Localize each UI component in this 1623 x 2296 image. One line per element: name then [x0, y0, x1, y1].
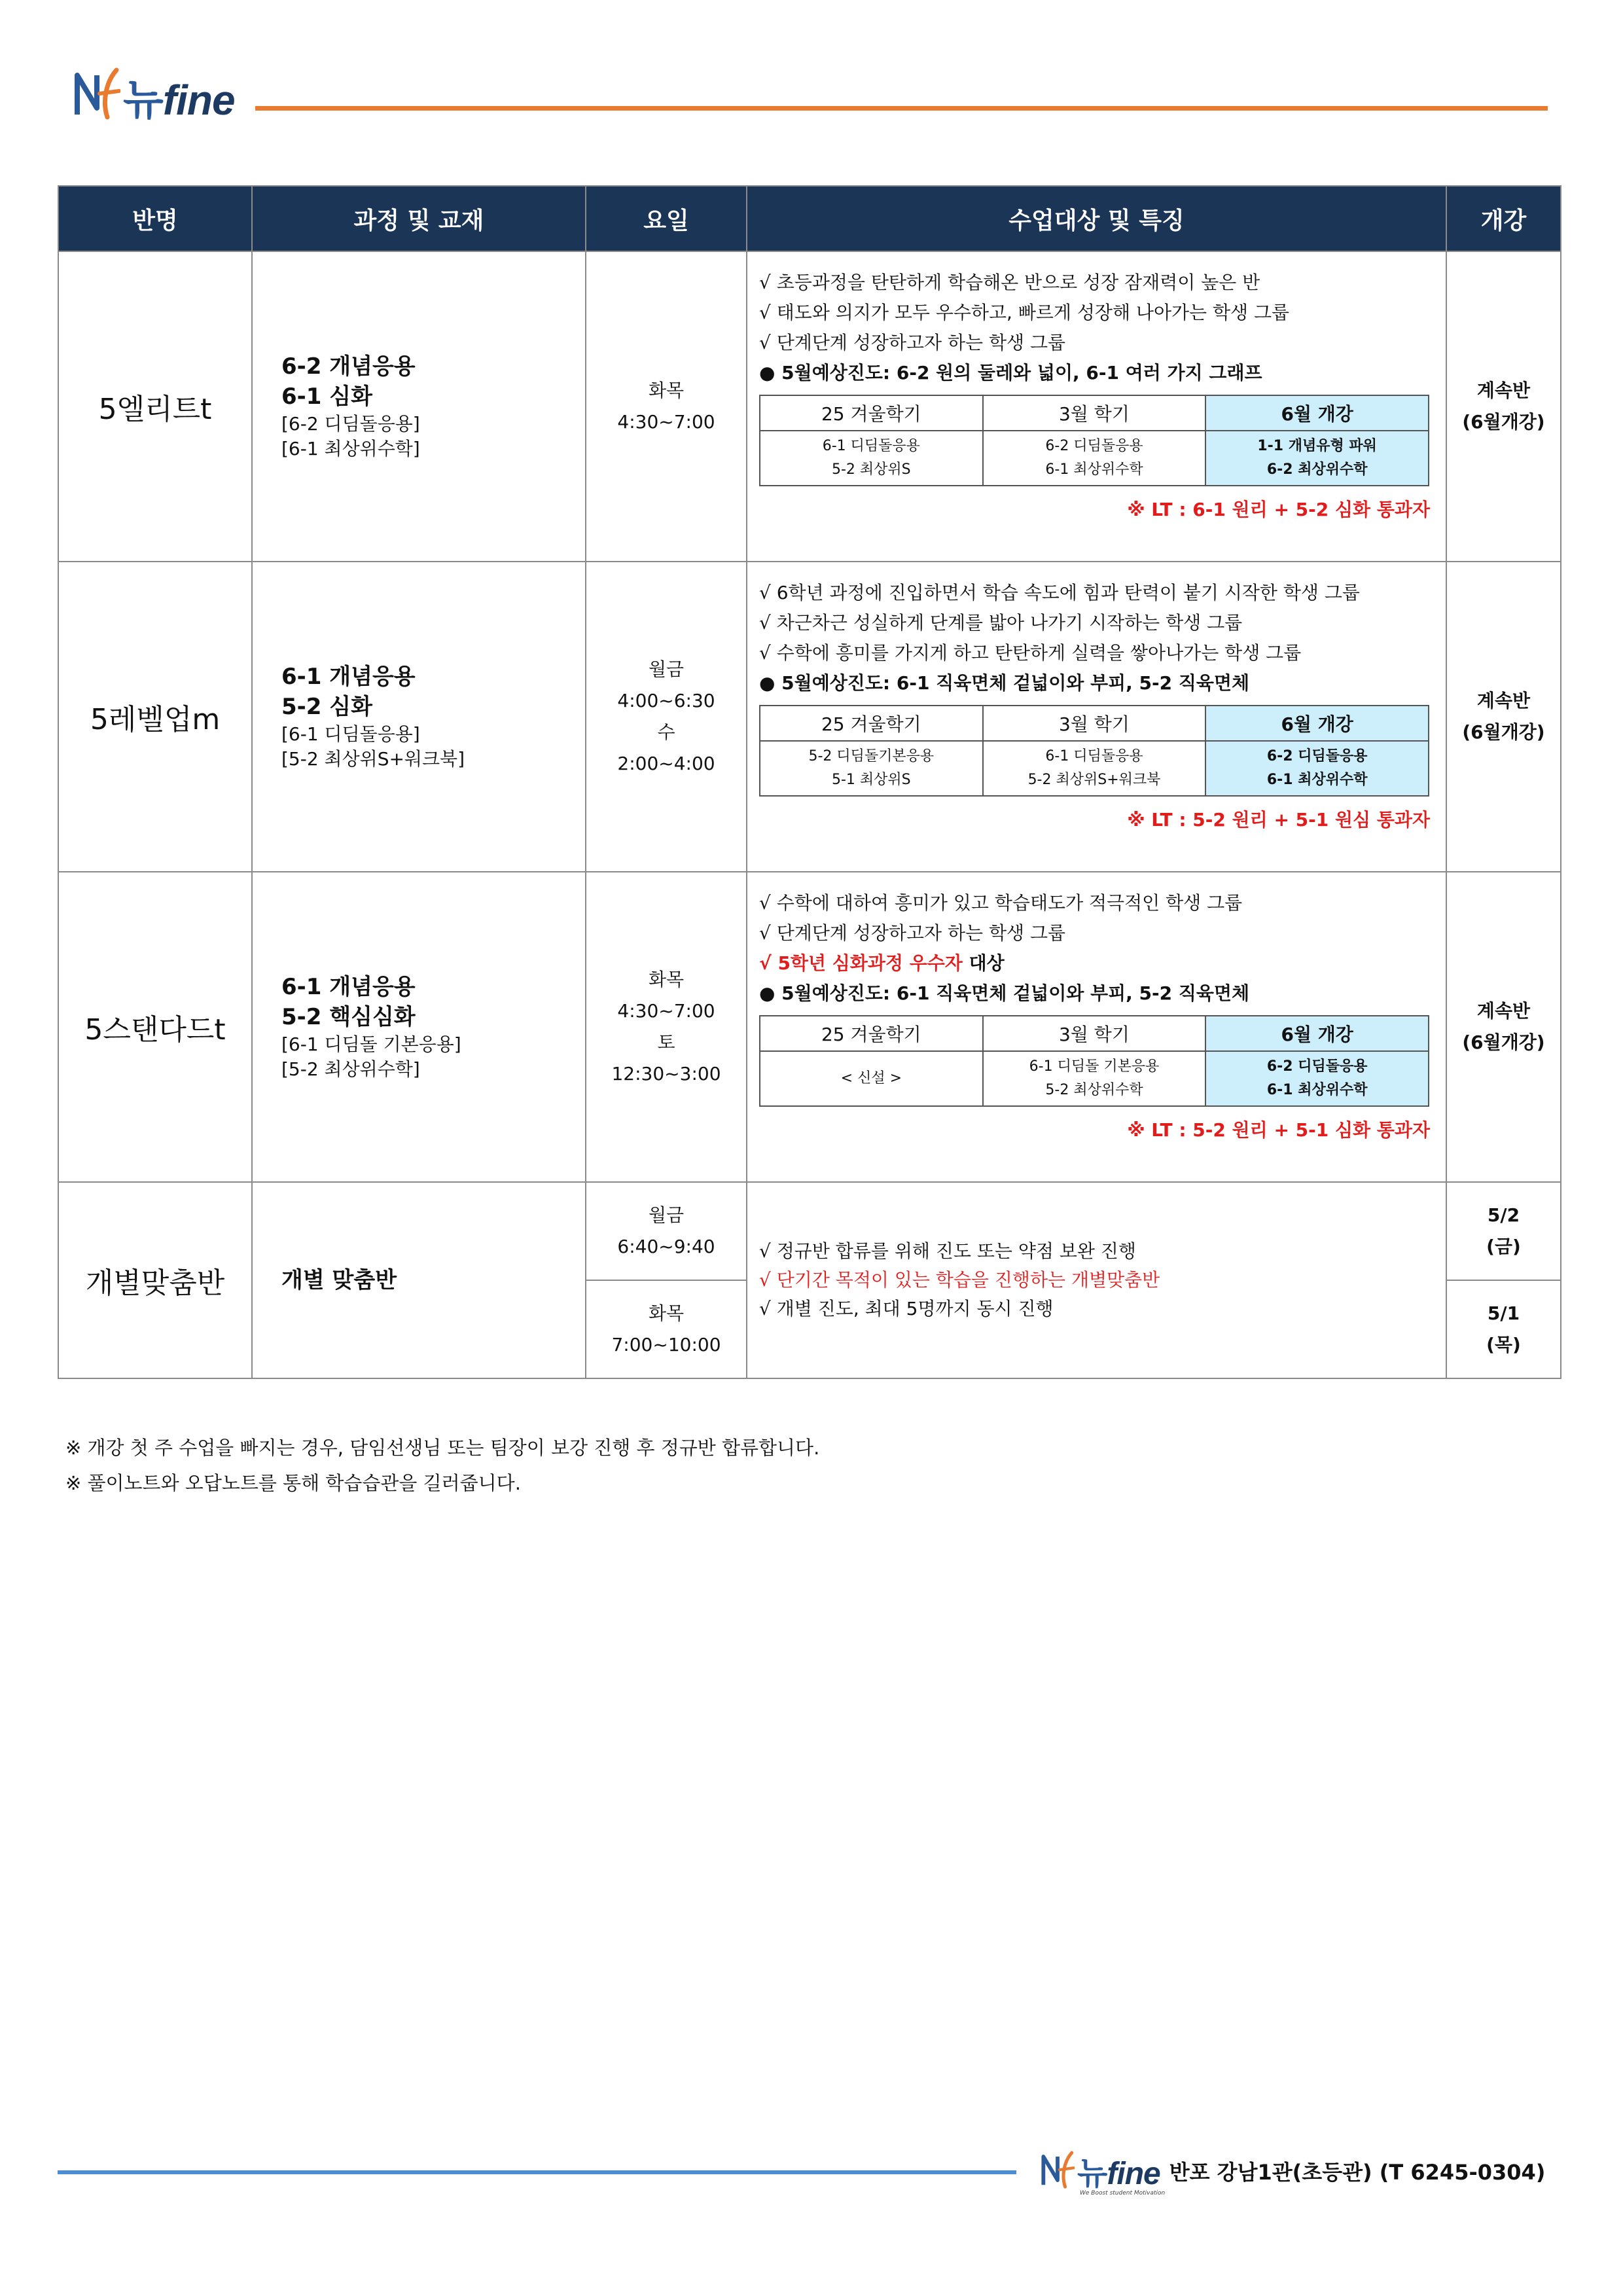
textbook: [6-1 디딤돌응용]	[281, 723, 420, 745]
days-cell	[586, 1280, 747, 1378]
progress-item: ● 5월예상진도: 6-1 직육면체 겉넓이와 부피, 5-2 직육면체	[759, 982, 1250, 1004]
feature-item: √ 태도와 의지가 모두 우수하고, 빠르게 성장해 나아가는 학생 그룹	[759, 302, 1290, 323]
day-label: 화목	[648, 969, 685, 990]
progress-item: ● 5월예상진도: 6-1 직육면체 겉넓이와 부피, 5-2 직육면체	[759, 672, 1250, 694]
class-name: 개별맞춤반	[58, 1182, 252, 1378]
note-item: ※ 개강 첫 주 수업을 빠지는 경우, 담임선생님 또는 팀장이 보강 진행 후 정규반 합류합니다.	[65, 1437, 820, 1459]
feature-item: √ 개별 진도, 최대 5명까지 동시 진행	[759, 1298, 1054, 1319]
book: 6-1 디딤돌응용	[822, 438, 920, 454]
open-weekday: (목)	[1486, 1334, 1521, 1355]
book: 6-1 최상위수학	[1266, 772, 1368, 788]
semester-table	[759, 705, 1429, 797]
open-cell	[1446, 251, 1561, 562]
open-weekday: (금)	[1486, 1236, 1521, 1257]
textbook: [5-2 최상위S+워크북]	[281, 748, 465, 770]
course-title: 개별 맞춤반	[281, 1267, 397, 1293]
semester-cell-highlight	[1205, 741, 1429, 796]
header-logo	[73, 62, 235, 124]
semester-head: 3월 학기	[983, 395, 1206, 431]
level-test-note: ※ LT : 5-2 원리 + 5-1 심화 통과자	[1127, 1119, 1430, 1141]
open-cell	[1446, 1280, 1561, 1378]
book: 1-1 개념유형 파워	[1257, 438, 1377, 454]
footer-tagline: We Boost student Motivation	[1080, 2190, 1166, 2197]
book: 6-2 디딤돌응용	[1266, 748, 1368, 764]
time-label: 2:00~4:00	[617, 753, 715, 774]
course-cell	[252, 872, 586, 1182]
features-cell	[747, 872, 1446, 1182]
book: 6-1 디딤돌응용	[1045, 748, 1143, 764]
feature-item: √ 차근차근 성실하게 단계를 밟아 나가기 시작하는 학생 그룹	[759, 612, 1243, 634]
textbook: [6-1 디딤돌 기본응용]	[281, 1033, 461, 1055]
logo-text-kr: 뉴	[1077, 2157, 1107, 2191]
textbook: [6-2 디딤돌응용]	[281, 413, 420, 435]
class-name: 5엘리트t	[58, 251, 252, 562]
table-row	[58, 251, 1561, 562]
semester-cell	[760, 741, 983, 796]
book: 5-2 최상위수학	[1045, 1082, 1143, 1098]
semester-head: 25 겨울학기	[760, 1016, 983, 1051]
open-date: (6월개강)	[1462, 411, 1545, 433]
book: 6-2 디딤돌응용	[1045, 438, 1143, 454]
semester-table	[759, 395, 1429, 486]
footer	[1041, 2147, 1546, 2197]
time-label: 4:30~7:00	[617, 411, 715, 433]
semester-cell	[760, 431, 983, 486]
feature-tail: 대상	[962, 952, 1005, 974]
semester-head: 3월 학기	[983, 706, 1206, 741]
course-title: 6-2 개념응용	[281, 353, 416, 380]
semester-head-highlight: 6월 개강	[1205, 1016, 1429, 1051]
textbook: [6-1 최상위수학]	[281, 438, 420, 459]
time-label: 12:30~3:00	[611, 1063, 721, 1085]
book: 5-2 최상위S	[832, 461, 911, 478]
note-item: ※ 풀이노트와 오답노트를 통해 학습습관을 길러줍니다.	[65, 1472, 521, 1494]
semester-head: 25 겨울학기	[760, 395, 983, 431]
semester-cell	[983, 1051, 1206, 1106]
logo-text-kr: 뉴	[123, 77, 163, 124]
semester-cell-highlight	[1205, 1051, 1429, 1106]
day-label: 토	[657, 1031, 675, 1053]
days-cell	[586, 251, 747, 562]
day-label: 월금	[648, 1204, 685, 1226]
highlight-text: 단기간 목적이 있는 학습을 진행하는 개별맞춤반	[776, 1269, 1160, 1291]
open-cell	[1446, 562, 1561, 872]
feature-item: √ 단계단계 성장하고자 하는 학생 그룹	[759, 922, 1066, 944]
table-header-row	[58, 186, 1561, 251]
bottom-blue-rule	[58, 2170, 1016, 2174]
semester-cell	[983, 431, 1206, 486]
table-row	[58, 1182, 1561, 1280]
book: 5-2 최상위S+워크북	[1027, 772, 1161, 788]
course-title: 6-1 개념응용	[281, 974, 416, 1000]
book: < 신설 >	[840, 1070, 902, 1086]
semester-table	[759, 1015, 1429, 1107]
book: 6-1 최상위수학	[1045, 461, 1143, 478]
check-mark: √	[759, 1269, 777, 1291]
logo-text	[123, 77, 235, 124]
time-label: 7:00~10:00	[611, 1334, 721, 1355]
time-label: 4:30~7:00	[617, 1000, 715, 1022]
open-date: 5/1	[1487, 1302, 1520, 1324]
features-cell	[747, 1182, 1446, 1378]
footer-logo-text	[1077, 2159, 1160, 2190]
course-cell	[252, 251, 586, 562]
progress-item: ● 5월예상진도: 6-2 원의 둘레와 넓이, 6-1 여러 가지 그래프	[759, 362, 1262, 384]
time-label: 4:00~6:30	[617, 690, 715, 711]
class-name: 5레벨업m	[58, 562, 252, 872]
table-row	[58, 872, 1561, 1182]
branch-contact: 반포 강남1관(초등관) (T 6245-0304)	[1169, 2160, 1546, 2185]
open-cell	[1446, 1182, 1561, 1280]
course-cell	[252, 1182, 586, 1378]
open-type: 계속반	[1476, 690, 1531, 711]
open-cell	[1446, 872, 1561, 1182]
semester-head: 3월 학기	[983, 1016, 1206, 1051]
book: 5-1 최상위S	[832, 772, 911, 788]
nf-logo-icon	[73, 62, 120, 121]
day-label: 화목	[648, 380, 685, 401]
feature-item: √ 수학에 대하여 흥미가 있고 학습태도가 적극적인 학생 그룹	[759, 892, 1243, 914]
day-label: 화목	[648, 1302, 685, 1324]
course-title: 6-1 개념응용	[281, 664, 416, 690]
open-type: 계속반	[1476, 1000, 1531, 1022]
days-cell	[586, 562, 747, 872]
feature-item-highlight	[759, 1266, 1434, 1295]
open-date: (6월개강)	[1462, 721, 1545, 743]
table-row	[58, 562, 1561, 872]
header-features: 수업대상 및 특징	[747, 186, 1446, 251]
logo-text-en: fine	[162, 77, 235, 124]
feature-item: √ 단계단계 성장하고자 하는 학생 그룹	[759, 332, 1066, 353]
semester-cell	[760, 1051, 983, 1106]
semester-head: 25 겨울학기	[760, 706, 983, 741]
header-course: 과정 및 교재	[252, 186, 586, 251]
feature-item-highlight	[759, 948, 1434, 978]
book: 5-2 디딤돌기본응용	[808, 748, 935, 764]
logo-text-en: fine	[1107, 2157, 1160, 2191]
open-date: 5/2	[1487, 1204, 1520, 1226]
day-label: 월금	[648, 658, 685, 680]
course-title: 5-2 심화	[281, 694, 372, 720]
check-mark: √	[759, 952, 778, 974]
header-class-name: 반명	[58, 186, 252, 251]
top-orange-rule	[255, 106, 1548, 111]
days-cell	[586, 1182, 747, 1280]
feature-item: √ 초등과정을 탄탄하게 학습해온 반으로 성장 잠재력이 높은 반	[759, 272, 1260, 293]
semester-head-highlight: 6월 개강	[1205, 395, 1429, 431]
semester-cell	[983, 741, 1206, 796]
class-name: 5스탠다드t	[58, 872, 252, 1182]
nf-logo-icon	[1041, 2147, 1075, 2190]
highlight-text: 5학년 심화과정 우수자	[777, 952, 963, 974]
class-schedule-table	[58, 185, 1561, 1379]
textbook: [5-2 최상위수학]	[281, 1058, 420, 1080]
feature-item: √ 정규반 합류를 위해 진도 또는 약점 보완 진행	[759, 1240, 1136, 1262]
day-label: 수	[657, 721, 675, 743]
header-days: 요일	[586, 186, 747, 251]
course-title: 5-2 핵심심화	[281, 1004, 416, 1030]
book: 6-2 최상위수학	[1266, 461, 1368, 478]
open-date: (6월개강)	[1462, 1031, 1545, 1053]
open-type: 계속반	[1476, 380, 1531, 401]
header-open: 개강	[1446, 186, 1561, 251]
feature-item: √ 6학년 과정에 진입하면서 학습 속도에 힘과 탄력이 붙기 시작한 학생 그룹	[759, 582, 1360, 603]
features-cell	[747, 562, 1446, 872]
time-label: 6:40~9:40	[617, 1236, 715, 1257]
features-cell	[747, 251, 1446, 562]
days-cell	[586, 872, 747, 1182]
book: 6-1 최상위수학	[1266, 1082, 1368, 1098]
course-title: 6-1 심화	[281, 384, 372, 410]
level-test-note: ※ LT : 5-2 원리 + 5-1 원심 통과자	[1127, 809, 1430, 831]
semester-head-highlight: 6월 개강	[1205, 706, 1429, 741]
course-cell	[252, 562, 586, 872]
notes	[65, 1430, 819, 1501]
semester-cell-highlight	[1205, 431, 1429, 486]
book: 6-1 디딤돌 기본응용	[1029, 1058, 1160, 1075]
level-test-note: ※ LT : 6-1 원리 + 5-2 심화 통과자	[1127, 499, 1430, 520]
book: 6-2 디딤돌응용	[1266, 1058, 1368, 1075]
feature-item: √ 수학에 흥미를 가지게 하고 탄탄하게 실력을 쌓아나가는 학생 그룹	[759, 642, 1302, 664]
